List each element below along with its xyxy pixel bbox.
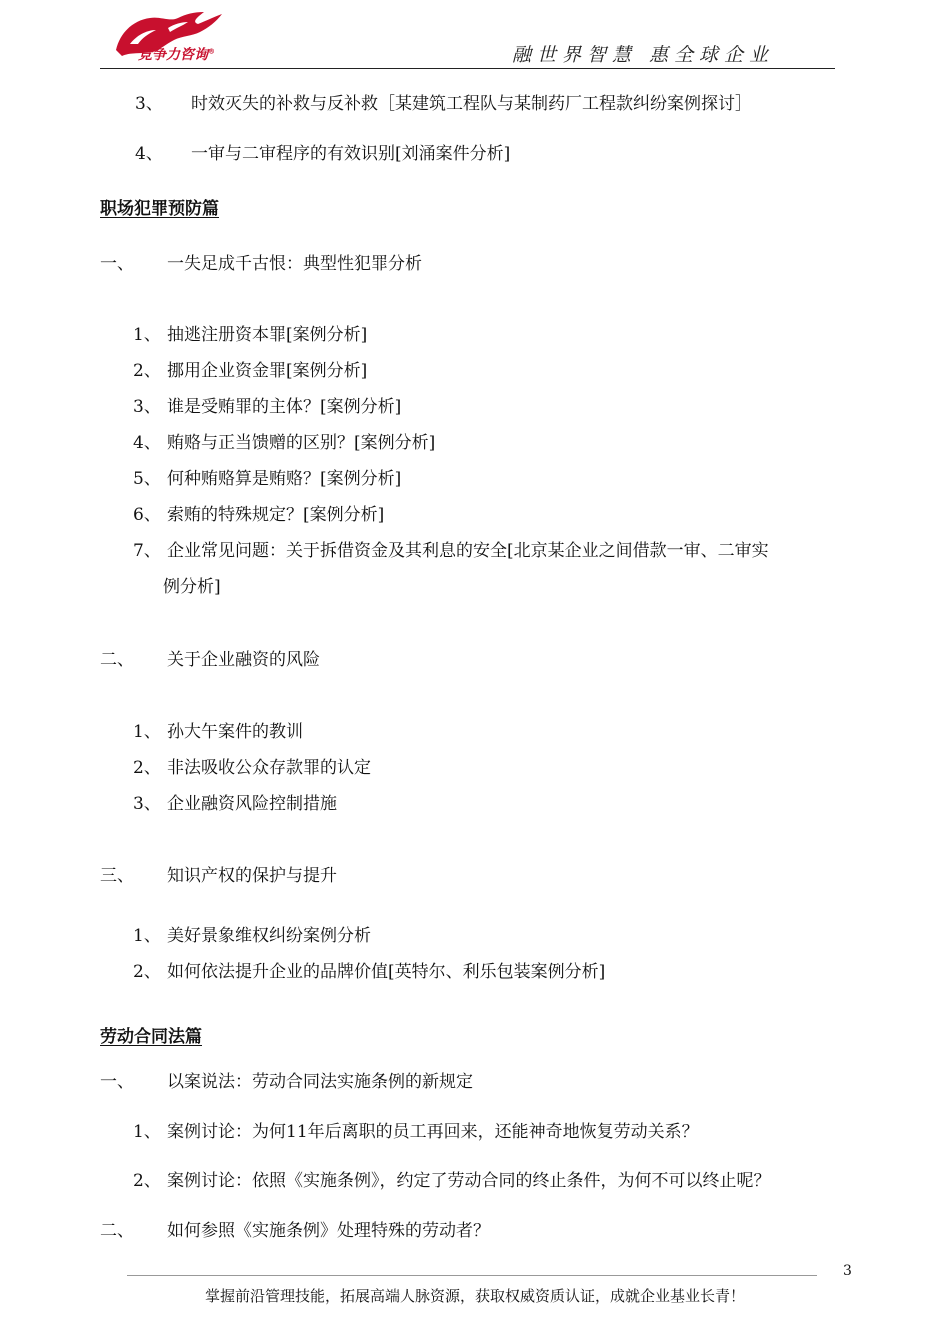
list-item-number: 3、 (135, 94, 163, 114)
list-item: 谁是受贿罪的主体？[案例分析] (167, 397, 402, 417)
list-item-continuation: 例分析] (163, 577, 221, 597)
part-number: 三、 (100, 866, 134, 886)
list-item-number: 2、 (133, 361, 161, 381)
list-item: 一审与二审程序的有效识别[刘涌案件分析] (191, 144, 511, 164)
part-title: 一失足成千古恨：典型性犯罪分析 (167, 254, 422, 274)
part-title: 关于企业融资的风险 (167, 650, 320, 670)
list-item-number: 2、 (133, 962, 161, 982)
list-item: 贿赂与正当馈赠的区别？[案例分析] (167, 433, 436, 453)
part-title: 以案说法：劳动合同法实施条例的新规定 (167, 1072, 473, 1092)
company-logo (108, 10, 238, 68)
part-number: 二、 (100, 650, 134, 670)
list-item-number: 1、 (133, 722, 161, 742)
list-item: 企业常见问题：关于拆借资金及其利息的安全[北京某企业之间借款一审、二审实 (167, 541, 769, 561)
list-item-number: 3、 (133, 794, 161, 814)
list-item: 企业融资风险控制措施 (167, 794, 337, 814)
list-item: 挪用企业资金罪[案例分析] (167, 361, 368, 381)
list-item-number: 1、 (133, 926, 161, 946)
list-item: 何种贿赂算是贿赂？[案例分析] (167, 469, 402, 489)
list-item: 孙大午案件的教训 (167, 722, 303, 742)
section-heading: 劳动合同法篇 (100, 1027, 202, 1047)
list-item: 非法吸收公众存款罪的认定 (167, 758, 371, 778)
header-divider (100, 68, 835, 69)
list-item-number: 7、 (133, 541, 161, 561)
list-item-number: 6、 (133, 505, 161, 525)
page-number: 3 (843, 1263, 852, 1279)
list-item: 案例讨论：依照《实施条例》，约定了劳动合同的终止条件，为何不可以终止呢？ (167, 1171, 771, 1191)
list-item-number: 1、 (133, 325, 161, 345)
list-item: 索贿的特殊规定？[案例分析] (167, 505, 385, 525)
list-item-number: 4、 (133, 433, 161, 453)
list-item: 美好景象维权纠纷案例分析 (167, 926, 371, 946)
logo-text: 竞争力咨询® (138, 47, 215, 63)
list-item-number: 2、 (133, 758, 161, 778)
list-item-number: 2、 (133, 1171, 161, 1191)
section-heading: 职场犯罪预防篇 (100, 199, 219, 219)
part-number: 一、 (100, 1072, 134, 1092)
list-item: 抽逃注册资本罪[案例分析] (167, 325, 368, 345)
list-item: 案例讨论：为何11年后离职的员工再回来，还能神奇地恢复劳动关系？ (167, 1122, 699, 1142)
footer-divider (127, 1275, 817, 1276)
footer-slogan: 掌握前沿管理技能，拓展高端人脉资源，获取权威资质认证，成就企业基业长青！ (204, 1287, 745, 1305)
part-title: 知识产权的保护与提升 (167, 866, 337, 886)
list-item-number: 1、 (133, 1122, 161, 1142)
part-number: 二、 (100, 1221, 134, 1241)
list-item: 时效灭失的补救与反补救［某建筑工程队与某制药厂工程款纠纷案例探讨］ (191, 94, 752, 114)
list-item-number: 3、 (133, 397, 161, 417)
part-number: 一、 (100, 254, 134, 274)
list-item-number: 4、 (135, 144, 163, 164)
header-slogan: 融世界智慧 惠全球企业 (512, 44, 775, 66)
part-title: 如何参照《实施条例》处理特殊的劳动者？ (167, 1221, 490, 1241)
list-item: 如何依法提升企业的品牌价值[英特尔、利乐包装案例分析] (167, 962, 606, 982)
list-item-number: 5、 (133, 469, 161, 489)
